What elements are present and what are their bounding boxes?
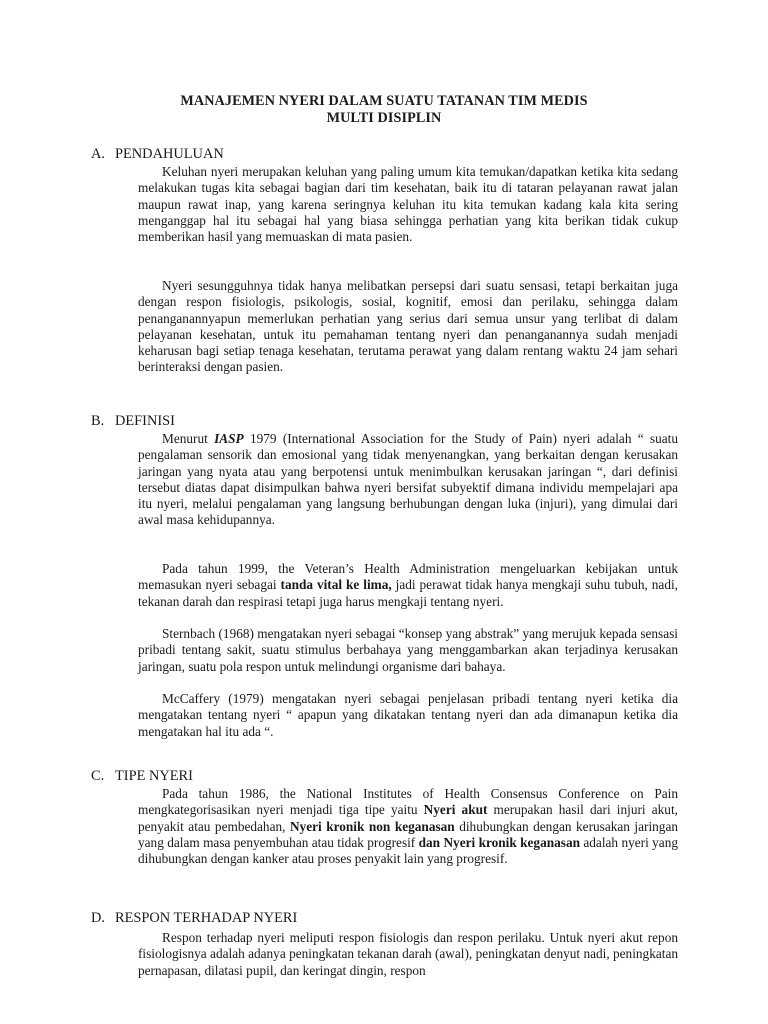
- section-c-paragraph-1: [138, 786, 678, 867]
- section-b-heading: [91, 413, 175, 430]
- section-d-heading: [91, 910, 297, 927]
- section-c-number: C.: [91, 768, 105, 784]
- c1-text-a: Pada tahun 1986, the National Institutes of Health Consensus Conference on Pain mengkategorisasikan nyeri menjadi tiga tipe yaitu: [138, 786, 678, 818]
- section-a-heading: [91, 146, 224, 163]
- section-c-title: TIPE NYERI: [115, 768, 193, 784]
- b1-text-post: 1979 (International Association for the Study of Pain) nyeri adalah “ suatu pengalaman sensorik dan emosional yang tidak menyenangkan, yang berkaitan dengan kerusakan jaringan yang nyata atau yang berpotensi untuk menimbulkan kerusakan jaringan “, dari definisi tersebut diatas dapat disimpulkan bahwa nyeri bersifat subyektif dimana individu mempelajari apa itu nyeri, melalui pengalaman yang langsung berhubungan dengan luka (injuri), yang dimulai dari awal masa kehidupannya.: [138, 431, 679, 528]
- section-a-paragraph-2: Nyeri sesungguhnya tidak hanya melibatkan persepsi dari suatu sensasi, tetapi berkaitan juga dengan respon fisiologis, psikologis, sosial, kognitif, emosi dan perilaku, sehingga dalam penanganannyapun memerlukan perhatian yang serius dari semua unsur yang terlibat di dalam pelayanan kesehatan, untuk itu pemahaman tentang nyeri dan penanganannya sudah menjadi keharusan bagi setiap tenaga kesehatan, terutama perawat yang dalam rentang waktu 24 jam sehari berinteraksi dengan pasien.: [138, 278, 678, 375]
- section-d-title: RESPON TERHADAP NYERI: [115, 910, 298, 926]
- section-a-number: A.: [91, 146, 105, 162]
- section-b-title: DEFINISI: [115, 413, 175, 429]
- iasp-emphasis: IASP: [214, 431, 244, 446]
- section-a-title: PENDAHULUAN: [115, 146, 224, 162]
- chronic-nonmalignant-emphasis: Nyeri kronik non keganasan: [289, 818, 455, 834]
- section-b-number: B.: [91, 413, 105, 429]
- vital-sign-emphasis: tanda vital ke lima,: [280, 577, 392, 593]
- document-title-line-2: MULTI DISIPLIN: [326, 110, 442, 126]
- section-d-number: D.: [91, 910, 105, 926]
- b2-text-pre: Pada tahun 1999, the Veteran’s Health Administration mengeluarkan kebijakan untuk memasukan nyeri sebagai: [138, 561, 678, 593]
- section-b-paragraph-2: [138, 561, 678, 610]
- document-title-line-1: MANAJEMEN NYERI DALAM SUATU TATANAN TIM MEDIS: [180, 93, 588, 109]
- section-d-paragraph-1: Respon terhadap nyeri meliputi respon fisiologis dan respon perilaku. Untuk nyeri akut repon fisiologisnya adalah adanya peningkatan tekanan darah (awal), peningkatan denyut nadi, peningkatan pernapasan, dilatasi pupil, dan keringat dingin, respon: [138, 930, 678, 978]
- b1-text-pre: Menurut: [162, 431, 215, 446]
- b2-text-post: jadi perawat tidak hanya mengkaji suhu tubuh, nadi, tekanan darah dan respirasi tetapi juga harus mengkaji tentang nyeri.: [138, 577, 678, 609]
- c1-text-e: adalah nyeri yang dihubungkan dengan kanker atau proses penyakit lain yang progresif.: [138, 834, 678, 866]
- section-b-paragraph-3: Sternbach (1968) mengatakan nyeri sebagai “konsep yang abstrak” yang merujuk kepada sensasi pribadi tentang sakit, suatu stimulus berbahaya yang menggambarkan akan terjadinya kerusakan jaringan, suatu pola respon untuk melindungi organisme dari bahaya.: [138, 626, 678, 674]
- section-b-paragraph-4: McCaffery (1979) mengatakan nyeri sebagai penjelasan pribadi tentang nyeri ketika dia mengatakan tentang nyeri “ apapun yang dikatakan tentang nyeri dan ada dimanapun ketika dia mengatakan hal itu ada “.: [138, 691, 678, 739]
- c1-text-c: merupakan hasil dari injuri akut, penyakit atau pembedahan,: [138, 802, 678, 834]
- acute-pain-emphasis: Nyeri akut: [423, 802, 488, 818]
- section-a-paragraph-1: Keluhan nyeri merupakan keluhan yang paling umum kita temukan/dapatkan ketika kita sedang melakukan tugas kita sebagai bagian dari tim kesehatan, baik itu di tataran pelayanan rawat jalan maupun rawat inap, yang karena seringnya keluhan itu kita temukan kadang kala kita sering menganggap hal itu sebagai hal yang biasa sehingga perhatian yang kita berikan tidak cukup memberikan hasil yang memuaskan di mata pasien.: [138, 164, 678, 244]
- section-b-paragraph-1: [138, 431, 678, 529]
- section-c-heading: [91, 768, 193, 785]
- c1-text-d: dihubungkan dengan kerusakan jaringan yang dalam masa penyembuhan atau tidak progresif: [138, 818, 679, 850]
- chronic-malignant-emphasis: dan Nyeri kronik keganasan: [418, 834, 580, 850]
